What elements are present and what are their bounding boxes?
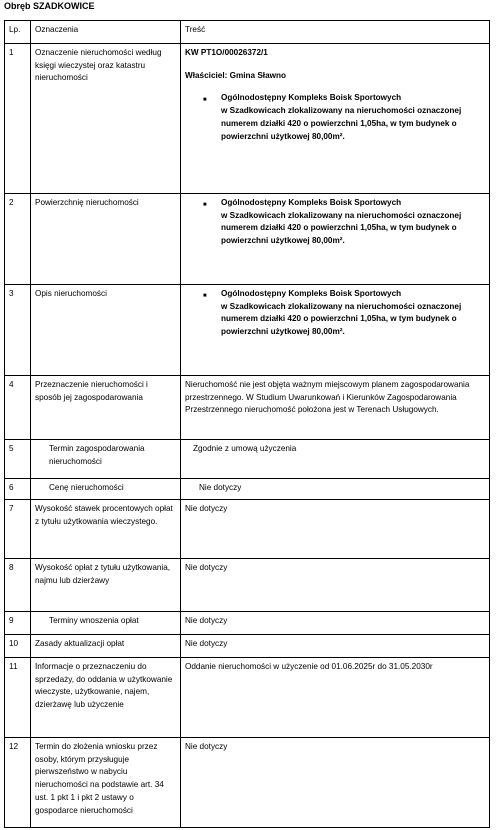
bullet-text: w Szadkowicach zlokalizowany na nieruchomości oznaczonej numerem działki 420 o powierzchni 1,05ha, w tym budynek o powierzchni użytkowej 80,00m².	[221, 301, 462, 337]
table-row	[5, 738, 490, 828]
row-label: Terminy wnoszenia opłat	[31, 612, 181, 635]
square-bullet-icon: ■	[203, 202, 207, 208]
table-row	[5, 559, 490, 612]
bullet-title: Ogólnodostępny Kompleks Boisk Sportowych	[221, 289, 402, 298]
table-row	[5, 44, 490, 194]
row-content: Nie dotyczy	[181, 500, 490, 559]
row-label: Zasady aktualizacji opłat	[31, 635, 181, 658]
row-label: Oznaczenie nieruchomości według księgi wieczystej oraz katastru nieruchomości	[31, 44, 181, 194]
row-content: Nie dotyczy	[181, 635, 490, 658]
row-content	[181, 285, 490, 376]
row-number: 4	[5, 376, 31, 440]
row-number: 6	[5, 479, 31, 500]
row-content: Zgodnie z umową użyczenia	[181, 440, 490, 479]
owner-text: Właściciel: Gmina Sławno	[185, 70, 287, 80]
table-row	[5, 612, 490, 635]
row-content: Oddanie nieruchomości w użyczenie od 01.06.2025r do 31.05.2030r	[181, 658, 490, 738]
row-number: 9	[5, 612, 31, 635]
table-row	[5, 285, 490, 376]
row-content: Nie dotyczy	[181, 559, 490, 612]
row-label: Cenę nieruchomości	[31, 479, 181, 500]
table-header-row	[5, 21, 490, 44]
table-row	[5, 479, 490, 500]
bullet-text: w Szadkowicach zlokalizowany na nieruchomości oznaczonej numerem działki 420 o powierzchni 1,05ha, w tym budynek o powierzchni użytkowej 80,00m².	[221, 106, 462, 141]
row-number: 1	[5, 44, 31, 194]
square-bullet-icon: ■	[203, 293, 207, 299]
col-header-tresc: Treść	[181, 21, 490, 44]
row-content	[181, 194, 490, 285]
table-row	[5, 194, 490, 285]
row-number: 7	[5, 500, 31, 559]
row-label: Termin zagospodarowania nieruchomości	[31, 440, 181, 479]
row-label: Wysokość opłat z tytułu użytkowania, najmu lub dzierżawy	[31, 559, 181, 612]
row-content: Nie dotyczy	[181, 479, 490, 500]
bullet-title: Ogólnodostępny Kompleks Boisk Sportowych	[221, 93, 402, 103]
bullet-text: w Szadkowicach zlokalizowany na nieruchomości oznaczonej numerem działki 420 o powierzchni 1,05ha, w tym budynek o powierzchni użytkowej 80,00m².	[221, 210, 462, 246]
row-content: Nieruchomość nie jest objęta ważnym miejscowym planem zagospodarowania przestrzennego. W Studium Uwarunkowań i Kierunków Zagospodarowania Przestrzennego nieruchomość położona jest w Terenach Usługowych.	[181, 376, 490, 440]
row-number: 5	[5, 440, 31, 479]
bullet-item	[203, 92, 485, 143]
row-label: Informacje o przeznaczeniu do sprzedaży, do oddania w użytkowanie wieczyste, użytkowanie, najem, dzierżawę lub użyczenie	[31, 658, 181, 738]
table-row	[5, 658, 490, 738]
table-row	[5, 500, 490, 559]
row-content: Nie dotyczy	[181, 612, 490, 635]
section-heading: Obręb SZADKOWICE	[4, 1, 95, 11]
table-row	[5, 376, 490, 440]
table-row	[5, 440, 490, 479]
row-number: 3	[5, 285, 31, 376]
col-header-lp: Lp.	[5, 21, 31, 44]
row-label: Termin do złożenia wniosku przez osoby, którym przysługuje pierwszeństwo w nabyciu nieruchomości na podstawie art. 34 ust. 1 pkt 1 i pkt 2 ustawy o gospodarce nieruchomości	[31, 738, 181, 828]
property-table	[4, 20, 490, 828]
row-number: 8	[5, 559, 31, 612]
row-number: 10	[5, 635, 31, 658]
row-label: Opis nieruchomości	[31, 285, 181, 376]
row-label: Przeznaczenie nieruchomości i sposób jej zagospodarowania	[31, 376, 181, 440]
bullet-title: Ogólnodostępny Kompleks Boisk Sportowych	[221, 198, 402, 207]
land-register-number: KW PT1O/00026372/1	[185, 48, 268, 57]
col-header-oznaczenia: Oznaczenia	[31, 21, 181, 44]
row-content: Nie dotyczy	[181, 738, 490, 828]
table-row	[5, 635, 490, 658]
row-number: 11	[5, 658, 31, 738]
bullet-item	[203, 197, 485, 248]
row-number: 12	[5, 738, 31, 828]
row-label: Powierzchnię nieruchomości	[31, 194, 181, 285]
bullet-item	[203, 288, 485, 339]
row-content	[181, 44, 490, 194]
square-bullet-icon: ■	[203, 97, 207, 104]
row-label: Wysokość stawek procentowych opłat z tytułu użytkowania wieczystego.	[31, 500, 181, 559]
row-number: 2	[5, 194, 31, 285]
